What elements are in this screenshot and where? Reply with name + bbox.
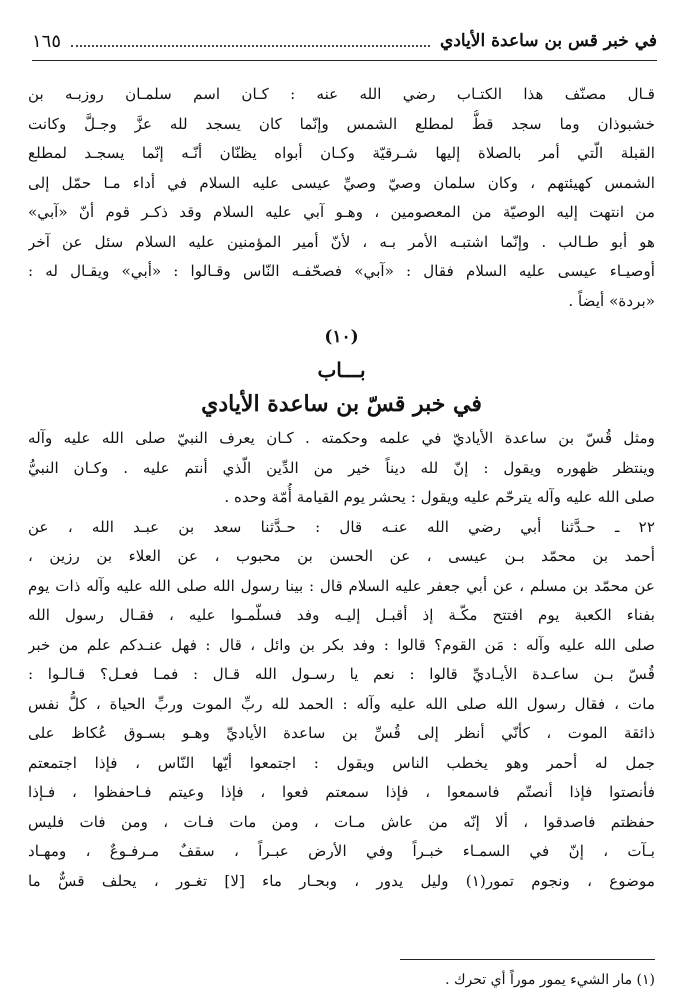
text-line: عن محمّد بن مسلم ، عن أبي جعفر عليه السلام قال : بينا رسول الله صلى الله عليه وآله ذات يوم bbox=[28, 576, 655, 595]
text-line: خشبوذان وما سجد قطُّ لمطلع الشمس وإنّما كان يسجد لله عزَّ وجـلَّ وكانت bbox=[28, 114, 655, 133]
running-head bbox=[32, 28, 657, 61]
leader-dots bbox=[71, 35, 430, 47]
text-line: ذائقة الموت ، كأنّي أنظر إلى قُسِّ بن ساعدة الأياديِّ وهـو بسـوق عُكاظ على bbox=[28, 724, 655, 742]
text-line: موضوع ، ونجوم تمور(١) وليل يدور ، وبحـار ماء [لا] تغـور ، يحلف قسٌّ ما bbox=[28, 871, 655, 890]
chapter-label: بـــاب bbox=[317, 358, 366, 382]
page-number: ١٦٥ bbox=[32, 30, 62, 52]
chapter-title: في خبر قسّ بن ساعدة الأيادي bbox=[201, 391, 482, 417]
text-line: وينتظر ظهوره ويقول : إنّ لله ديناً خير من الدِّين الّذي أنتم عليه . وكـان النبيُّ bbox=[28, 458, 655, 477]
paragraph-intro bbox=[28, 424, 655, 513]
text-line: بفناء الكعبة يوم افتتح مكّـة إذ أقبـل إليـه وفد فسلّمـوا عليه ، فقـال رسول الله bbox=[28, 606, 655, 624]
text-line: مات ، فقال رسول الله صلى الله عليه وآله : الحمد لله ربِّ الموت وربِّ الحياة ، كلُّ نفس bbox=[28, 694, 655, 713]
paragraph-salman bbox=[28, 80, 655, 316]
text-line: ٢٢ ـ حـدَّثنا أبي رضي الله عنـه قال : حـدَّثنا سعد بن عبـد الله ، عن bbox=[28, 517, 655, 536]
text-line: القبلة الّتي أمر بالصلاة إليها شـرقيّة وكـان أبواه يظنّان أنّـه إنّما يسجـد لمطلع bbox=[28, 144, 655, 162]
text-line: بـآت ، إنّ في السمـاء خبـراً وفي الأرض عبـراً ، سقفٌ مـرفـوعٌ ، ومهـاد bbox=[28, 842, 655, 860]
footnote-divider bbox=[400, 959, 655, 960]
text-line: ومثل قُسّ بن ساعدة الأياديّ في علمه وحكمته . كـان يعرف النبيّ صلى الله عليه وآله bbox=[28, 429, 655, 447]
chapter-number: (١٠) bbox=[324, 327, 359, 347]
text-line: الشمس كهيئتهم ، وكان سلمان وصيّ وصيِّ عيسى عليه السلام في أداء مـا حمّل إلى bbox=[28, 173, 655, 192]
text-line: «بردة» أيضاً . bbox=[568, 291, 655, 310]
page-body bbox=[28, 80, 655, 896]
text-line: هو أبو طـالب . وإنّما اشتبـه الأمر بـه ، لأنّ أمير المؤمنين عليه السلام سئل عن آخر bbox=[28, 232, 655, 251]
text-line: صلى الله عليه وآله : مَن القوم؟ قالوا : وفد بكر بن وائل ، قال : فهل عنـدكم علم من خبر bbox=[28, 635, 655, 654]
text-line: فأنصتوا فإذا أنصتّم فاسمعوا ، فإذا سمعتم فعوا ، فإذا وعيتم فـاحفظوا ، فـإذا bbox=[28, 783, 655, 801]
text-line: قُسّ بـن ساعـدة الأيـاديِّ قالوا : نعم يا رسـول الله قـال : فمـا فعـل؟ قـالـوا : bbox=[28, 665, 655, 683]
text-line: حفظتم فاصدقوا ، ألا إنّه من عاش مـات ، ومن مات فـات ، ومن فات فليس bbox=[28, 812, 655, 831]
text-line: قـال مصنّف هذا الكتـاب رضي الله عنه : كـان اسم سلمـان روزبـه بن bbox=[28, 85, 655, 103]
text-line: من انتهت إليه الوصيّة من المعصومين ، وهـو آبي عليه السلام وقد ذكـر قوم أنّ «آبي» bbox=[28, 203, 655, 221]
paragraph-hadith bbox=[28, 513, 655, 897]
text-line: صلى الله عليه وآله يترحّم عليه ويقول : يحشر يوم القيامة أُمّة وحده . bbox=[224, 488, 655, 506]
text-line: أحمد بن محمّد بـن عيسى ، عن الحسن بن محبوب ، عن العلاء بن رزين ، bbox=[28, 547, 655, 565]
running-head-title: في خبر قس بن ساعدة الأيادي bbox=[440, 31, 657, 51]
footnote: (١) مار الشيء يمور موراً أي تحرك . bbox=[445, 972, 655, 988]
text-line: أوصيـاء عيسى عليه السلام فقال : «آبي» فصحّفـه النّاس وقـالوا : «أبي» ويقـال له : bbox=[28, 262, 655, 280]
text-line: جمل له أحمر وهو يخطب الناس ويقول : اجتمعوا أيّها النّاس ، فإذا اجتمعتم bbox=[28, 753, 655, 772]
